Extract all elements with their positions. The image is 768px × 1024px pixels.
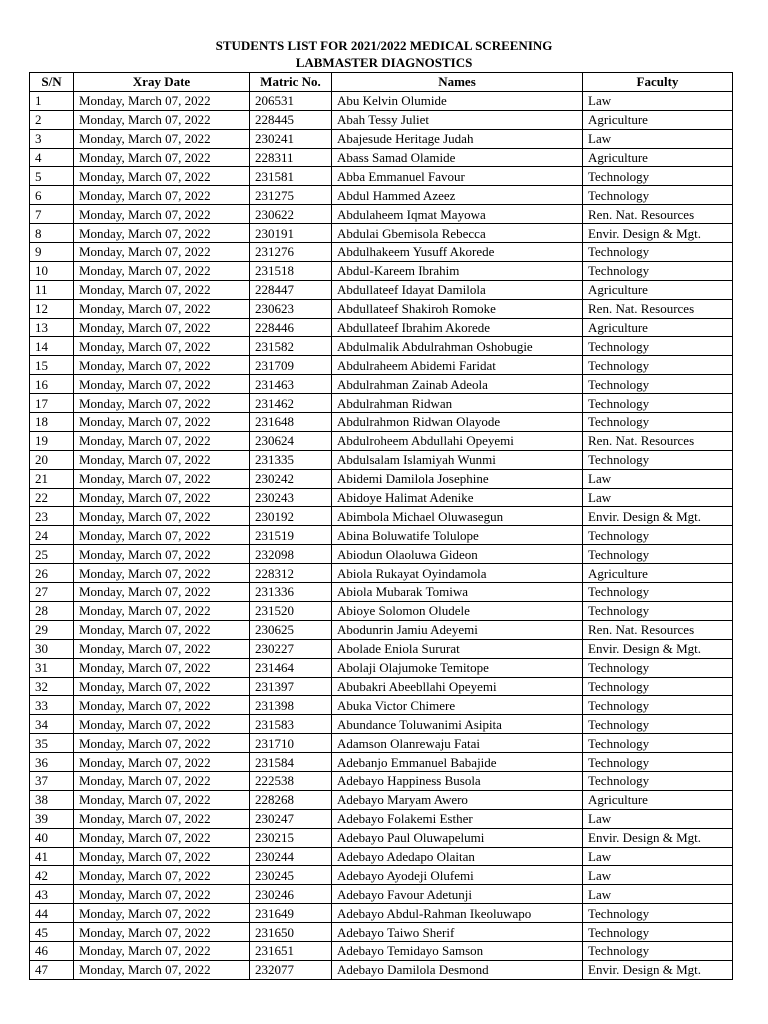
cell-matric-no: 231582 <box>250 337 332 356</box>
cell-name: Abdulaheem Iqmat Mayowa <box>332 205 583 224</box>
cell-matric-no: 231651 <box>250 941 332 960</box>
cell-matric-no: 231583 <box>250 715 332 734</box>
cell-matric-no: 231520 <box>250 601 332 620</box>
cell-name: Abdul Hammed Azeez <box>332 186 583 205</box>
table-row <box>30 129 733 148</box>
cell-sn: 12 <box>30 299 74 318</box>
cell-faculty: Technology <box>583 677 733 696</box>
cell-faculty: Agriculture <box>583 790 733 809</box>
cell-faculty: Technology <box>583 753 733 772</box>
cell-name: Abimbola Michael Oluwasegun <box>332 507 583 526</box>
cell-name: Abdulrahman Ridwan <box>332 394 583 413</box>
cell-name: Abdulmalik Abdulrahman Oshobugie <box>332 337 583 356</box>
cell-xray-date: Monday, March 07, 2022 <box>74 280 250 299</box>
cell-matric-no: 231275 <box>250 186 332 205</box>
cell-xray-date: Monday, March 07, 2022 <box>74 431 250 450</box>
cell-sn: 45 <box>30 923 74 942</box>
cell-sn: 7 <box>30 205 74 224</box>
cell-name: Adamson Olanrewaju Fatai <box>332 734 583 753</box>
cell-xray-date: Monday, March 07, 2022 <box>74 337 250 356</box>
cell-sn: 19 <box>30 431 74 450</box>
cell-faculty: Technology <box>583 186 733 205</box>
cell-faculty: Technology <box>583 658 733 677</box>
table-header-row <box>30 73 733 92</box>
cell-name: Adebayo Ayodeji Olufemi <box>332 866 583 885</box>
table-row <box>30 941 733 960</box>
cell-name: Abdullateef Shakiroh Romoke <box>332 299 583 318</box>
cell-matric-no: 231463 <box>250 375 332 394</box>
cell-xray-date: Monday, March 07, 2022 <box>74 167 250 186</box>
cell-matric-no: 231584 <box>250 753 332 772</box>
cell-name: Abiodun Olaoluwa Gideon <box>332 545 583 564</box>
cell-faculty: Technology <box>583 394 733 413</box>
table-row <box>30 299 733 318</box>
cell-xray-date: Monday, March 07, 2022 <box>74 960 250 979</box>
cell-xray-date: Monday, March 07, 2022 <box>74 639 250 658</box>
cell-sn: 23 <box>30 507 74 526</box>
cell-sn: 28 <box>30 601 74 620</box>
column-header-names: Names <box>332 73 583 92</box>
cell-sn: 16 <box>30 375 74 394</box>
cell-sn: 5 <box>30 167 74 186</box>
cell-matric-no: 231397 <box>250 677 332 696</box>
cell-xray-date: Monday, March 07, 2022 <box>74 507 250 526</box>
table-row <box>30 337 733 356</box>
cell-matric-no: 231650 <box>250 923 332 942</box>
cell-name: Abdulroheem Abdullahi Opeyemi <box>332 431 583 450</box>
cell-faculty: Technology <box>583 734 733 753</box>
cell-sn: 11 <box>30 280 74 299</box>
cell-faculty: Technology <box>583 941 733 960</box>
cell-name: Adebanjo Emmanuel Babajide <box>332 753 583 772</box>
table-row <box>30 923 733 942</box>
cell-name: Abolaji Olajumoke Temitope <box>332 658 583 677</box>
cell-matric-no: 206531 <box>250 91 332 110</box>
cell-sn: 46 <box>30 941 74 960</box>
cell-faculty: Law <box>583 129 733 148</box>
table-row <box>30 790 733 809</box>
cell-name: Abidemi Damilola Josephine <box>332 469 583 488</box>
table-row <box>30 526 733 545</box>
cell-name: Abundance Toluwanimi Asipita <box>332 715 583 734</box>
cell-faculty: Law <box>583 91 733 110</box>
cell-sn: 27 <box>30 583 74 602</box>
cell-matric-no: 231276 <box>250 243 332 262</box>
cell-faculty: Technology <box>583 243 733 262</box>
cell-matric-no: 231462 <box>250 394 332 413</box>
table-row <box>30 507 733 526</box>
cell-faculty: Law <box>583 866 733 885</box>
cell-faculty: Technology <box>583 583 733 602</box>
table-row <box>30 658 733 677</box>
cell-sn: 2 <box>30 110 74 129</box>
cell-sn: 13 <box>30 318 74 337</box>
document-title: STUDENTS LIST FOR 2021/2022 MEDICAL SCREENING <box>215 38 553 53</box>
cell-matric-no: 228268 <box>250 790 332 809</box>
table-row <box>30 450 733 469</box>
cell-xray-date: Monday, March 07, 2022 <box>74 129 250 148</box>
table-row <box>30 734 733 753</box>
table-row <box>30 828 733 847</box>
cell-xray-date: Monday, March 07, 2022 <box>74 771 250 790</box>
table-row <box>30 167 733 186</box>
cell-name: Adebayo Paul Oluwapelumi <box>332 828 583 847</box>
cell-matric-no: 222538 <box>250 771 332 790</box>
cell-matric-no: 230192 <box>250 507 332 526</box>
cell-faculty: Technology <box>583 450 733 469</box>
table-row <box>30 394 733 413</box>
cell-xray-date: Monday, March 07, 2022 <box>74 413 250 432</box>
cell-xray-date: Monday, March 07, 2022 <box>74 394 250 413</box>
cell-name: Adebayo Damilola Desmond <box>332 960 583 979</box>
table-row <box>30 280 733 299</box>
cell-sn: 32 <box>30 677 74 696</box>
cell-faculty: Ren. Nat. Resources <box>583 299 733 318</box>
cell-xray-date: Monday, March 07, 2022 <box>74 205 250 224</box>
table-row <box>30 261 733 280</box>
cell-matric-no: 230622 <box>250 205 332 224</box>
cell-name: Abdullateef Ibrahim Akorede <box>332 318 583 337</box>
cell-xray-date: Monday, March 07, 2022 <box>74 318 250 337</box>
cell-faculty: Envir. Design & Mgt. <box>583 224 733 243</box>
cell-sn: 24 <box>30 526 74 545</box>
table-row <box>30 431 733 450</box>
cell-faculty: Technology <box>583 601 733 620</box>
cell-name: Abidoye Halimat Adenike <box>332 488 583 507</box>
table-row <box>30 601 733 620</box>
table-row <box>30 639 733 658</box>
table-row <box>30 677 733 696</box>
cell-faculty: Technology <box>583 923 733 942</box>
cell-matric-no: 230245 <box>250 866 332 885</box>
table-row <box>30 356 733 375</box>
cell-sn: 29 <box>30 620 74 639</box>
cell-faculty: Law <box>583 469 733 488</box>
cell-faculty: Agriculture <box>583 148 733 167</box>
table-row <box>30 375 733 394</box>
cell-xray-date: Monday, March 07, 2022 <box>74 620 250 639</box>
cell-sn: 15 <box>30 356 74 375</box>
students-table <box>29 72 733 980</box>
cell-sn: 43 <box>30 885 74 904</box>
cell-xray-date: Monday, March 07, 2022 <box>74 375 250 394</box>
cell-faculty: Technology <box>583 356 733 375</box>
cell-name: Abdullateef Idayat Damilola <box>332 280 583 299</box>
table-row <box>30 110 733 129</box>
cell-faculty: Agriculture <box>583 318 733 337</box>
cell-faculty: Law <box>583 885 733 904</box>
cell-matric-no: 230624 <box>250 431 332 450</box>
cell-faculty: Technology <box>583 413 733 432</box>
cell-xray-date: Monday, March 07, 2022 <box>74 753 250 772</box>
cell-xray-date: Monday, March 07, 2022 <box>74 601 250 620</box>
cell-matric-no: 230227 <box>250 639 332 658</box>
cell-matric-no: 228312 <box>250 564 332 583</box>
cell-matric-no: 230243 <box>250 488 332 507</box>
cell-name: Abajesude Heritage Judah <box>332 129 583 148</box>
table-row <box>30 847 733 866</box>
cell-faculty: Technology <box>583 167 733 186</box>
cell-faculty: Envir. Design & Mgt. <box>583 507 733 526</box>
table-row <box>30 904 733 923</box>
cell-xray-date: Monday, March 07, 2022 <box>74 658 250 677</box>
cell-sn: 40 <box>30 828 74 847</box>
cell-sn: 22 <box>30 488 74 507</box>
cell-name: Abba Emmanuel Favour <box>332 167 583 186</box>
cell-matric-no: 230247 <box>250 809 332 828</box>
cell-matric-no: 231519 <box>250 526 332 545</box>
cell-name: Abodunrin Jamiu Adeyemi <box>332 620 583 639</box>
table-row <box>30 583 733 602</box>
table-body <box>30 91 733 979</box>
table-row <box>30 545 733 564</box>
cell-name: Adebayo Folakemi Esther <box>332 809 583 828</box>
cell-sn: 42 <box>30 866 74 885</box>
cell-xray-date: Monday, March 07, 2022 <box>74 866 250 885</box>
cell-name: Abolade Eniola Sururat <box>332 639 583 658</box>
cell-faculty: Technology <box>583 771 733 790</box>
cell-matric-no: 228311 <box>250 148 332 167</box>
cell-matric-no: 230623 <box>250 299 332 318</box>
cell-xray-date: Monday, March 07, 2022 <box>74 469 250 488</box>
cell-xray-date: Monday, March 07, 2022 <box>74 299 250 318</box>
cell-faculty: Technology <box>583 261 733 280</box>
cell-faculty: Law <box>583 847 733 866</box>
cell-name: Abubakri Abeebllahi Opeyemi <box>332 677 583 696</box>
table-row <box>30 866 733 885</box>
table-row <box>30 696 733 715</box>
table-row <box>30 148 733 167</box>
cell-name: Adebayo Happiness Busola <box>332 771 583 790</box>
cell-faculty: Envir. Design & Mgt. <box>583 960 733 979</box>
cell-name: Abah Tessy Juliet <box>332 110 583 129</box>
cell-matric-no: 228445 <box>250 110 332 129</box>
cell-xray-date: Monday, March 07, 2022 <box>74 243 250 262</box>
cell-name: Abiola Rukayat Oyindamola <box>332 564 583 583</box>
cell-name: Abina Boluwatife Tolulope <box>332 526 583 545</box>
table-row <box>30 488 733 507</box>
cell-name: Abdulrahman Zainab Adeola <box>332 375 583 394</box>
cell-name: Abdulai Gbemisola Rebecca <box>332 224 583 243</box>
cell-name: Abdulsalam Islamiyah Wunmi <box>332 450 583 469</box>
cell-sn: 25 <box>30 545 74 564</box>
cell-name: Adebayo Favour Adetunji <box>332 885 583 904</box>
cell-xray-date: Monday, March 07, 2022 <box>74 715 250 734</box>
cell-sn: 10 <box>30 261 74 280</box>
cell-faculty: Agriculture <box>583 110 733 129</box>
cell-matric-no: 231710 <box>250 734 332 753</box>
table-row <box>30 243 733 262</box>
table-row <box>30 960 733 979</box>
cell-matric-no: 230246 <box>250 885 332 904</box>
cell-xray-date: Monday, March 07, 2022 <box>74 110 250 129</box>
cell-name: Abioye Solomon Oludele <box>332 601 583 620</box>
cell-faculty: Technology <box>583 545 733 564</box>
cell-matric-no: 231581 <box>250 167 332 186</box>
cell-xray-date: Monday, March 07, 2022 <box>74 224 250 243</box>
cell-sn: 8 <box>30 224 74 243</box>
cell-sn: 36 <box>30 753 74 772</box>
cell-xray-date: Monday, March 07, 2022 <box>74 356 250 375</box>
cell-sn: 33 <box>30 696 74 715</box>
cell-sn: 17 <box>30 394 74 413</box>
cell-xray-date: Monday, March 07, 2022 <box>74 885 250 904</box>
column-header-matric-no: Matric No. <box>250 73 332 92</box>
document-subtitle: LABMASTER DIAGNOSTICS <box>295 55 473 70</box>
cell-faculty: Law <box>583 809 733 828</box>
cell-name: Abass Samad Olamide <box>332 148 583 167</box>
cell-xray-date: Monday, March 07, 2022 <box>74 148 250 167</box>
cell-sn: 41 <box>30 847 74 866</box>
cell-xray-date: Monday, March 07, 2022 <box>74 828 250 847</box>
cell-matric-no: 230191 <box>250 224 332 243</box>
cell-sn: 1 <box>30 91 74 110</box>
cell-sn: 6 <box>30 186 74 205</box>
table-row <box>30 885 733 904</box>
cell-xray-date: Monday, March 07, 2022 <box>74 923 250 942</box>
cell-sn: 30 <box>30 639 74 658</box>
cell-faculty: Technology <box>583 696 733 715</box>
cell-faculty: Technology <box>583 715 733 734</box>
cell-matric-no: 231649 <box>250 904 332 923</box>
cell-faculty: Agriculture <box>583 564 733 583</box>
cell-sn: 47 <box>30 960 74 979</box>
table-row <box>30 753 733 772</box>
cell-matric-no: 231398 <box>250 696 332 715</box>
cell-name: Adebayo Temidayo Samson <box>332 941 583 960</box>
table-row <box>30 205 733 224</box>
cell-faculty: Ren. Nat. Resources <box>583 620 733 639</box>
table-row <box>30 91 733 110</box>
cell-sn: 37 <box>30 771 74 790</box>
cell-matric-no: 230241 <box>250 129 332 148</box>
table-row <box>30 715 733 734</box>
cell-xray-date: Monday, March 07, 2022 <box>74 941 250 960</box>
cell-matric-no: 230242 <box>250 469 332 488</box>
cell-xray-date: Monday, March 07, 2022 <box>74 677 250 696</box>
cell-name: Abuka Victor Chimere <box>332 696 583 715</box>
cell-faculty: Envir. Design & Mgt. <box>583 639 733 658</box>
cell-xray-date: Monday, March 07, 2022 <box>74 790 250 809</box>
table-row <box>30 564 733 583</box>
table-row <box>30 318 733 337</box>
cell-sn: 35 <box>30 734 74 753</box>
cell-xray-date: Monday, March 07, 2022 <box>74 904 250 923</box>
cell-name: Abdul-Kareem Ibrahim <box>332 261 583 280</box>
cell-sn: 4 <box>30 148 74 167</box>
table-row <box>30 771 733 790</box>
cell-sn: 31 <box>30 658 74 677</box>
cell-sn: 3 <box>30 129 74 148</box>
cell-name: Abdulraheem Abidemi Faridat <box>332 356 583 375</box>
table-row <box>30 469 733 488</box>
cell-matric-no: 232077 <box>250 960 332 979</box>
cell-faculty: Law <box>583 488 733 507</box>
cell-name: Adebayo Taiwo Sherif <box>332 923 583 942</box>
cell-xray-date: Monday, March 07, 2022 <box>74 847 250 866</box>
cell-sn: 26 <box>30 564 74 583</box>
cell-matric-no: 228446 <box>250 318 332 337</box>
cell-matric-no: 231518 <box>250 261 332 280</box>
table-row <box>30 809 733 828</box>
cell-sn: 9 <box>30 243 74 262</box>
cell-xray-date: Monday, March 07, 2022 <box>74 545 250 564</box>
cell-sn: 38 <box>30 790 74 809</box>
cell-name: Adebayo Maryam Awero <box>332 790 583 809</box>
cell-xray-date: Monday, March 07, 2022 <box>74 488 250 507</box>
cell-sn: 34 <box>30 715 74 734</box>
cell-name: Abu Kelvin Olumide <box>332 91 583 110</box>
cell-sn: 14 <box>30 337 74 356</box>
cell-sn: 20 <box>30 450 74 469</box>
cell-matric-no: 231335 <box>250 450 332 469</box>
table-row <box>30 224 733 243</box>
cell-faculty: Technology <box>583 337 733 356</box>
column-header-sn: S/N <box>30 73 74 92</box>
cell-xray-date: Monday, March 07, 2022 <box>74 450 250 469</box>
cell-sn: 18 <box>30 413 74 432</box>
cell-xray-date: Monday, March 07, 2022 <box>74 809 250 828</box>
cell-name: Abdulhakeem Yusuff Akorede <box>332 243 583 262</box>
cell-xray-date: Monday, March 07, 2022 <box>74 583 250 602</box>
cell-name: Adebayo Adedapo Olaitan <box>332 847 583 866</box>
column-header-faculty: Faculty <box>583 73 733 92</box>
cell-matric-no: 232098 <box>250 545 332 564</box>
column-header-xray-date: Xray Date <box>74 73 250 92</box>
cell-sn: 44 <box>30 904 74 923</box>
cell-faculty: Envir. Design & Mgt. <box>583 828 733 847</box>
cell-matric-no: 231648 <box>250 413 332 432</box>
cell-faculty: Technology <box>583 526 733 545</box>
cell-matric-no: 230215 <box>250 828 332 847</box>
cell-matric-no: 228447 <box>250 280 332 299</box>
cell-matric-no: 230625 <box>250 620 332 639</box>
cell-faculty: Technology <box>583 904 733 923</box>
cell-xray-date: Monday, March 07, 2022 <box>74 91 250 110</box>
cell-sn: 21 <box>30 469 74 488</box>
cell-faculty: Agriculture <box>583 280 733 299</box>
cell-faculty: Technology <box>583 375 733 394</box>
cell-matric-no: 231464 <box>250 658 332 677</box>
table-row <box>30 413 733 432</box>
cell-matric-no: 230244 <box>250 847 332 866</box>
cell-matric-no: 231336 <box>250 583 332 602</box>
cell-name: Abiola Mubarak Tomiwa <box>332 583 583 602</box>
cell-matric-no: 231709 <box>250 356 332 375</box>
cell-name: Abdulrahmon Ridwan Olayode <box>332 413 583 432</box>
cell-xray-date: Monday, March 07, 2022 <box>74 696 250 715</box>
cell-xray-date: Monday, March 07, 2022 <box>74 526 250 545</box>
table-row <box>30 620 733 639</box>
cell-faculty: Ren. Nat. Resources <box>583 205 733 224</box>
cell-xray-date: Monday, March 07, 2022 <box>74 564 250 583</box>
cell-faculty: Ren. Nat. Resources <box>583 431 733 450</box>
cell-xray-date: Monday, March 07, 2022 <box>74 261 250 280</box>
cell-name: Adebayo Abdul-Rahman Ikeoluwapo <box>332 904 583 923</box>
cell-sn: 39 <box>30 809 74 828</box>
table-row <box>30 186 733 205</box>
cell-xray-date: Monday, March 07, 2022 <box>74 734 250 753</box>
cell-xray-date: Monday, March 07, 2022 <box>74 186 250 205</box>
